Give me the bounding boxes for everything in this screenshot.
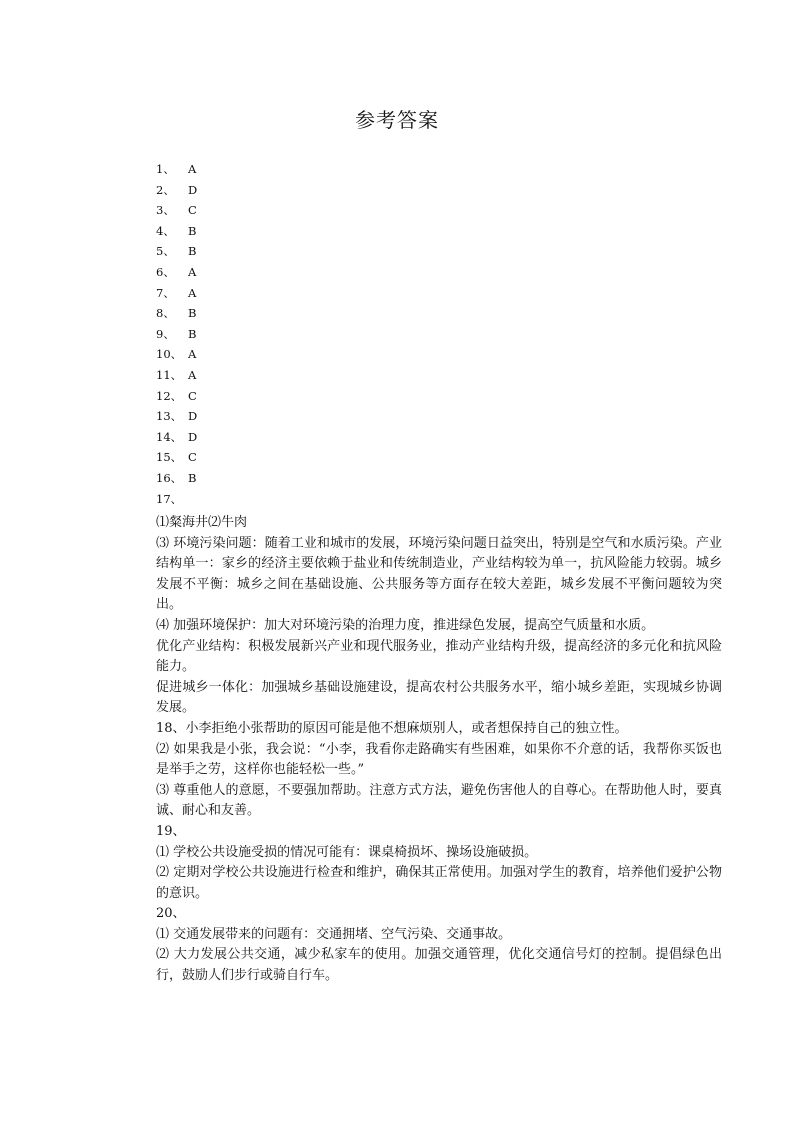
answer-paragraph: 优化产业结构：积极发展新兴产业和现代服务业，推动产业结构升级，提高经济的多元化和抗风险能力。 <box>156 638 722 675</box>
answer-choice: C <box>188 203 197 218</box>
answer-number: 3、 <box>156 203 175 218</box>
answer-item <box>156 468 716 489</box>
answer-item <box>156 241 716 262</box>
answer-item <box>156 386 716 407</box>
answer-item <box>156 221 716 242</box>
answer-number: 10、 <box>156 347 183 362</box>
answer-choice: D <box>188 409 198 424</box>
answer-number: 6、 <box>156 264 175 279</box>
answer-number: 8、 <box>156 306 175 321</box>
answer-number: 5、 <box>156 244 175 259</box>
answer-choice: D <box>188 429 198 444</box>
answer-number: 16、 <box>156 470 183 485</box>
answer-item <box>156 406 716 427</box>
answer-item <box>156 489 716 510</box>
answer-choice: C <box>188 450 197 465</box>
answer-details <box>156 513 722 987</box>
page-title: 参考答案 <box>355 108 439 132</box>
answer-paragraph: 18、小李拒绝小张帮助的原因可能是他不想麻烦别人，或者想保持自己的独立性。 <box>156 720 628 736</box>
answer-choice: D <box>188 182 198 197</box>
answer-number: 13、 <box>156 409 183 424</box>
answer-choice: B <box>188 306 197 321</box>
answer-paragraph: ⑷ 加强环境保护：加大对环境污染的治理力度，推进绿色发展，提高空气质量和水质。 <box>156 617 655 633</box>
answer-paragraph: ⑴ 交通发展带来的问题有：交通拥堵、空气污染、交通事故。 <box>156 926 512 942</box>
question-number: 19、 <box>156 823 186 839</box>
answer-paragraph: ⑴粲海井⑵牛肉 <box>156 515 248 530</box>
answer-choice: B <box>188 223 197 238</box>
answer-number: 4、 <box>156 223 175 238</box>
answer-number: 12、 <box>156 388 183 403</box>
answer-paragraph: ⑵ 如果我是小张，我会说：“小李，我看你走路确实有些困难，如果你不介意的话，我帮你买饭也是举手之劳，这样你也能轻松一些。” <box>156 741 722 778</box>
answer-list <box>156 159 716 509</box>
answer-number: 1、 <box>156 162 175 176</box>
answer-number: 14、 <box>156 429 183 444</box>
answer-choice: C <box>188 388 197 403</box>
answer-paragraph: ⑵ 定期对学校公共设施进行检查和维护，确保其正常使用。加强对学生的教育，培养他们爱护公物的意识。 <box>156 865 722 901</box>
answer-paragraph: ⑶ 尊重他人的意愿，不要强加帮助。注意方式方法，避免伤害他人的自尊心。在帮助他人时，要真诚、耐心和友善。 <box>156 782 722 819</box>
answer-item <box>156 200 716 221</box>
answer-choice: B <box>188 244 197 259</box>
answer-paragraph: ⑴ 学校公共设施受损的情况可能有：课桌椅损坏、操场设施破损。 <box>156 844 538 860</box>
answer-item <box>156 303 716 324</box>
answer-item <box>156 283 716 304</box>
answer-choice: A <box>188 162 197 176</box>
answer-choice: A <box>188 285 197 300</box>
answer-choice: A <box>188 367 197 382</box>
answer-item <box>156 324 716 345</box>
answer-item <box>156 159 716 180</box>
answer-number: 15、 <box>156 450 183 465</box>
answer-paragraph: ⑵ 大力发展公共交通，减少私家车的使用。加强交通管理，优化交通信号灯的控制。提倡绿色出行，鼓励人们步行或骑自行车。 <box>156 947 722 984</box>
answer-choice: B <box>188 326 197 341</box>
answer-choice: B <box>188 470 197 485</box>
answer-item <box>156 262 716 283</box>
question-number: 20、 <box>156 906 186 922</box>
answer-choice: A <box>188 264 197 279</box>
answer-paragraph: ⑶ 环境污染问题：随着工业和城市的发展，环境污染问题日益突出，特别是空气和水质污染。产业结构单一：家乡的经济主要依赖于盐业和传统制造业，产业结构较为单一，抗风险能力较弱。城乡发展不平衡：城乡之间在基础设施、公共服务等方面存在较大差距，城乡发展不平衡问题较为突出。 <box>156 535 722 613</box>
answer-number: 2、 <box>156 182 175 197</box>
answer-number: 9、 <box>156 326 175 341</box>
answer-item <box>156 427 716 448</box>
answer-number: 7、 <box>156 285 175 300</box>
answer-item <box>156 365 716 386</box>
answer-number: 17、 <box>156 491 183 506</box>
answer-paragraph: 促进城乡一体化：加强城乡基础设施建设，提高农村公共服务水平，缩小城乡差距，实现城乡协调发展。 <box>156 679 722 716</box>
answer-number: 11、 <box>156 367 183 382</box>
answer-choice: A <box>188 347 197 362</box>
answer-item <box>156 447 716 468</box>
answer-item <box>156 344 716 365</box>
answer-item <box>156 180 716 201</box>
